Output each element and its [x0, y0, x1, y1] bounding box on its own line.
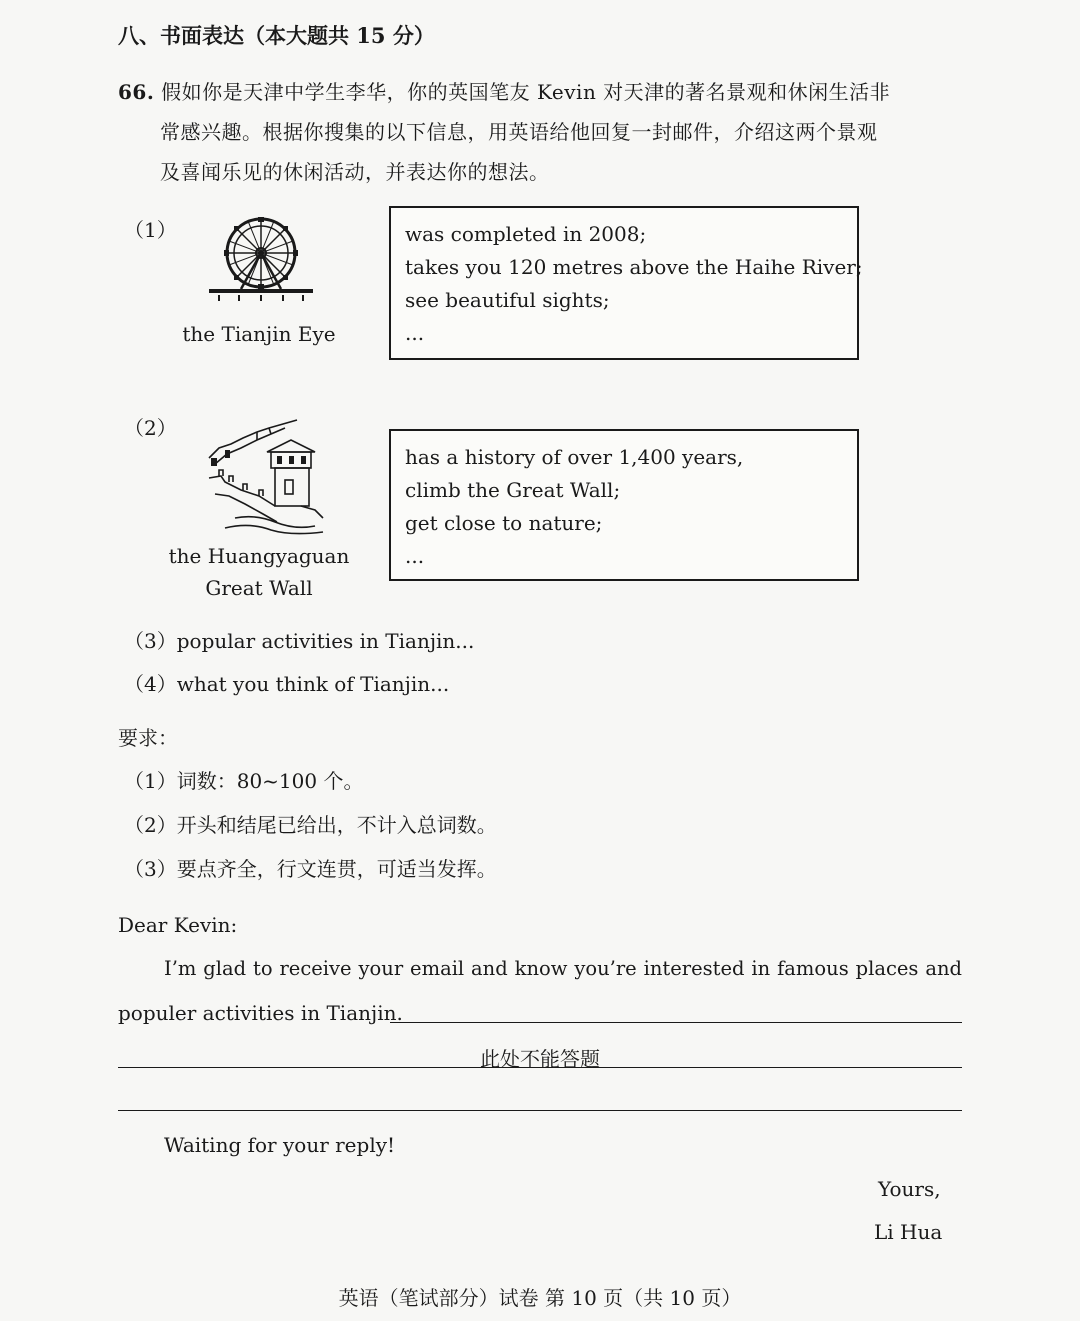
answer-line-2: [118, 1067, 962, 1068]
question-number: 66.: [118, 80, 155, 104]
item-4-text: what you think of Tianjin...: [176, 672, 450, 696]
item-1-point-3: see beautiful sights;: [405, 288, 610, 312]
letter-greeting: Dear Kevin:: [118, 913, 238, 937]
question-line-2: 常感兴趣。根据你搜集的以下信息，用英语给他回复一封邮件，介绍这两个景观: [160, 120, 878, 144]
item-1-info-box: [389, 206, 863, 360]
item-1-number: （1）: [124, 218, 177, 242]
letter-opening-line-1: I’m glad to receive your email and know you’re interested in famous places and: [164, 957, 962, 980]
no-answer-note: 此处不能答题: [480, 1047, 600, 1071]
item-2-point-3: get close to nature;: [405, 511, 603, 535]
item-2-caption: [149, 540, 369, 604]
requirement-3: （3）要点齐全，行文连贯，可适当发挥。: [124, 857, 497, 881]
item-4: [124, 668, 449, 697]
requirements-heading: 要求：: [118, 726, 178, 750]
item-2-number: （2）: [124, 416, 177, 440]
question-line-3: 及喜闻乐见的休闲活动，并表达你的想法。: [160, 160, 550, 184]
item-3-number: （3）: [124, 629, 177, 653]
page-footer: 英语（笔试部分）试卷 第 10 页（共 10 页）: [338, 1286, 742, 1310]
item-1-point-2: takes you 120 metres above the Haihe River;: [405, 255, 863, 279]
item-2-point-1: has a history of over 1,400 years,: [405, 445, 744, 469]
letter-name: Li Hua: [874, 1220, 943, 1244]
question-line-1: [118, 76, 890, 105]
letter-closing: Waiting for your reply!: [164, 1133, 396, 1157]
letter-signoff: Yours,: [878, 1177, 941, 1201]
item-2-caption-line-1: the Huangyaguan: [168, 544, 350, 568]
question-text-1: 假如你是天津中学生李华，你的英国笔友 Kevin 对天津的著名景观和休闲生活非: [161, 80, 891, 104]
ferris-wheel-icon: [205, 215, 317, 303]
item-4-number: （4）: [124, 672, 177, 696]
great-wall-icon: [205, 418, 327, 536]
item-1-point-4: ...: [405, 321, 425, 345]
answer-line-1: [390, 1022, 962, 1023]
item-1-point-1: was completed in 2008;: [405, 222, 647, 246]
item-1-caption: the Tianjin Eye: [182, 322, 336, 346]
item-3-text: popular activities in Tianjin...: [176, 629, 475, 653]
item-2-caption-line-2: Great Wall: [205, 576, 313, 600]
item-2-point-4: ...: [405, 544, 425, 568]
requirement-1: （1）词数：80~100 个。: [124, 769, 364, 793]
item-2-point-2: climb the Great Wall;: [405, 478, 621, 502]
section-title: 八、书面表达（本大题共 15 分）: [118, 23, 435, 48]
answer-line-3: [118, 1110, 962, 1111]
letter-opening-line-2: populer activities in Tianjin.: [118, 1001, 403, 1025]
requirement-2: （2）开头和结尾已给出，不计入总词数。: [124, 813, 497, 837]
item-2-info-box: [389, 429, 859, 581]
item-3: [124, 625, 474, 654]
